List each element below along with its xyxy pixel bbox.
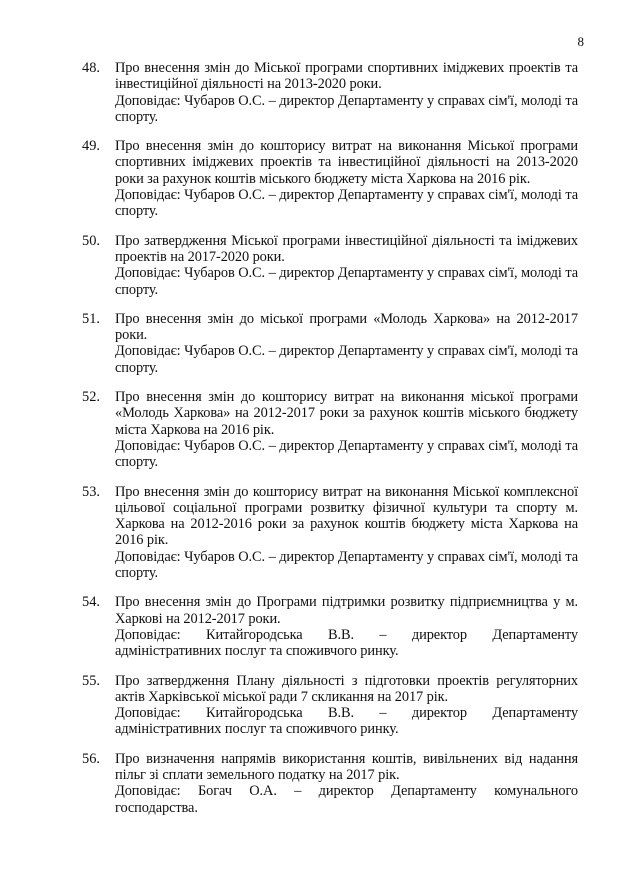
agenda-item xyxy=(82,389,578,470)
agenda-item-title: Про затвердження Плану діяльності з підготовки проектів регуляторних актів Харківської міської ради 7 скликання на 2017 рік. xyxy=(115,672,578,705)
agenda-item-body xyxy=(115,673,578,738)
agenda-item-number: 54. xyxy=(82,594,100,611)
agenda-item-title: Про внесення змін до міської програми «Молодь Харкова» на 2012-2017 роки. xyxy=(115,310,578,344)
agenda-item xyxy=(82,311,578,376)
agenda-item-body xyxy=(115,60,578,125)
agenda-item-speaker: Доповідає: Чубаров О.С. – директор Департаменту у справах сім'ї, молоді та спорту. xyxy=(115,187,578,220)
agenda-item-speaker: Доповідає: Чубаров О.С. – директор Департаменту у справах сім'ї, молоді та спорту. xyxy=(115,265,578,298)
agenda-item-number: 56. xyxy=(82,750,100,767)
agenda-item-number: 48. xyxy=(82,60,100,76)
agenda-item-body xyxy=(115,311,578,376)
agenda-item-speaker: Доповідає: Чубаров О.С. – директор Департаменту у справах сім'ї, молоді та спорту. xyxy=(115,548,578,582)
agenda-item xyxy=(82,233,578,298)
agenda-item xyxy=(82,60,578,125)
agenda-item-body xyxy=(115,594,578,659)
agenda-item-title: Про внесення змін до кошторису витрат на виконання Міської програми спортивних іміджевих проектів та інвестиційної діяльності на 2013-2020 роки за рахунок коштів міського бюджету міста Харкова на 2016 рік. xyxy=(115,138,578,187)
agenda-item-number: 53. xyxy=(82,483,100,500)
agenda-item-number: 55. xyxy=(82,672,100,689)
agenda-item-speaker: Доповідає: Богач О.А. – директор Департаменту комунального господарства. xyxy=(115,783,578,816)
agenda-item-title: Про внесення змін до кошторису витрат на виконання Міської комплексної цільової соціальної програми розвитку фізичної культури та спорту м. Харкова на 2012-2016 роки за рахунок коштів бюджету міста Харкова на 2016 рік. xyxy=(115,483,578,549)
agenda-item-body xyxy=(115,138,578,219)
agenda-item-speaker: Доповідає: Китайгородська В.В. – директор Департаменту адміністративних послуг та споживчого ринку. xyxy=(115,705,578,738)
agenda-item xyxy=(82,751,578,816)
agenda-item-body xyxy=(115,233,578,298)
agenda-item-speaker: Доповідає: Чубаров О.С. – директор Департаменту у справах сім'ї, молоді та спорту. xyxy=(115,343,578,376)
agenda-item-title: Про визначення напрямів використання коштів, вивільнених від надання пільг зі сплати земельного податку на 2017 рік. xyxy=(115,750,578,783)
agenda-list xyxy=(82,60,578,829)
page-number: 8 xyxy=(577,34,584,49)
agenda-item-body xyxy=(115,389,578,470)
agenda-item-title: Про внесення змін до Програми підтримки розвитку підприємництва у м. Харкові на 2012-2017 роки. xyxy=(115,594,578,627)
agenda-item-title: Про затвердження Міської програми інвестиційної діяльності та іміджевих проектів на 2017-2020 роки. xyxy=(115,232,578,265)
agenda-item-speaker: Доповідає: Китайгородська В.В. – директор Департаменту адміністративних послуг та споживчого ринку. xyxy=(115,626,578,660)
agenda-item xyxy=(82,673,578,738)
agenda-item-number: 49. xyxy=(82,138,100,155)
agenda-item-speaker: Доповідає: Чубаров О.С. – директор Департаменту у справах сім'ї, молоді та спорту. xyxy=(115,92,578,125)
agenda-item-number: 51. xyxy=(82,310,100,327)
agenda-item-number: 52. xyxy=(82,389,100,406)
agenda-item-speaker: Доповідає: Чубаров О.С. – директор Департаменту у справах сім'ї, молоді та спорту. xyxy=(115,437,578,471)
agenda-item xyxy=(82,484,578,582)
agenda-item-title: Про внесення змін до Міської програми спортивних іміджевих проектів та інвестиційної діяльності на 2013-2020 роки. xyxy=(115,60,578,93)
agenda-item-body xyxy=(115,484,578,582)
agenda-item-body xyxy=(115,751,578,816)
agenda-item xyxy=(82,138,578,219)
agenda-item-title: Про внесення змін до кошторису витрат на виконання міської програми «Молодь Харкова» на 2012-2017 роки за рахунок коштів міського бюджету міста Харкова на 2016 рік. xyxy=(115,389,578,438)
agenda-item xyxy=(82,594,578,659)
agenda-item-number: 50. xyxy=(82,232,100,249)
